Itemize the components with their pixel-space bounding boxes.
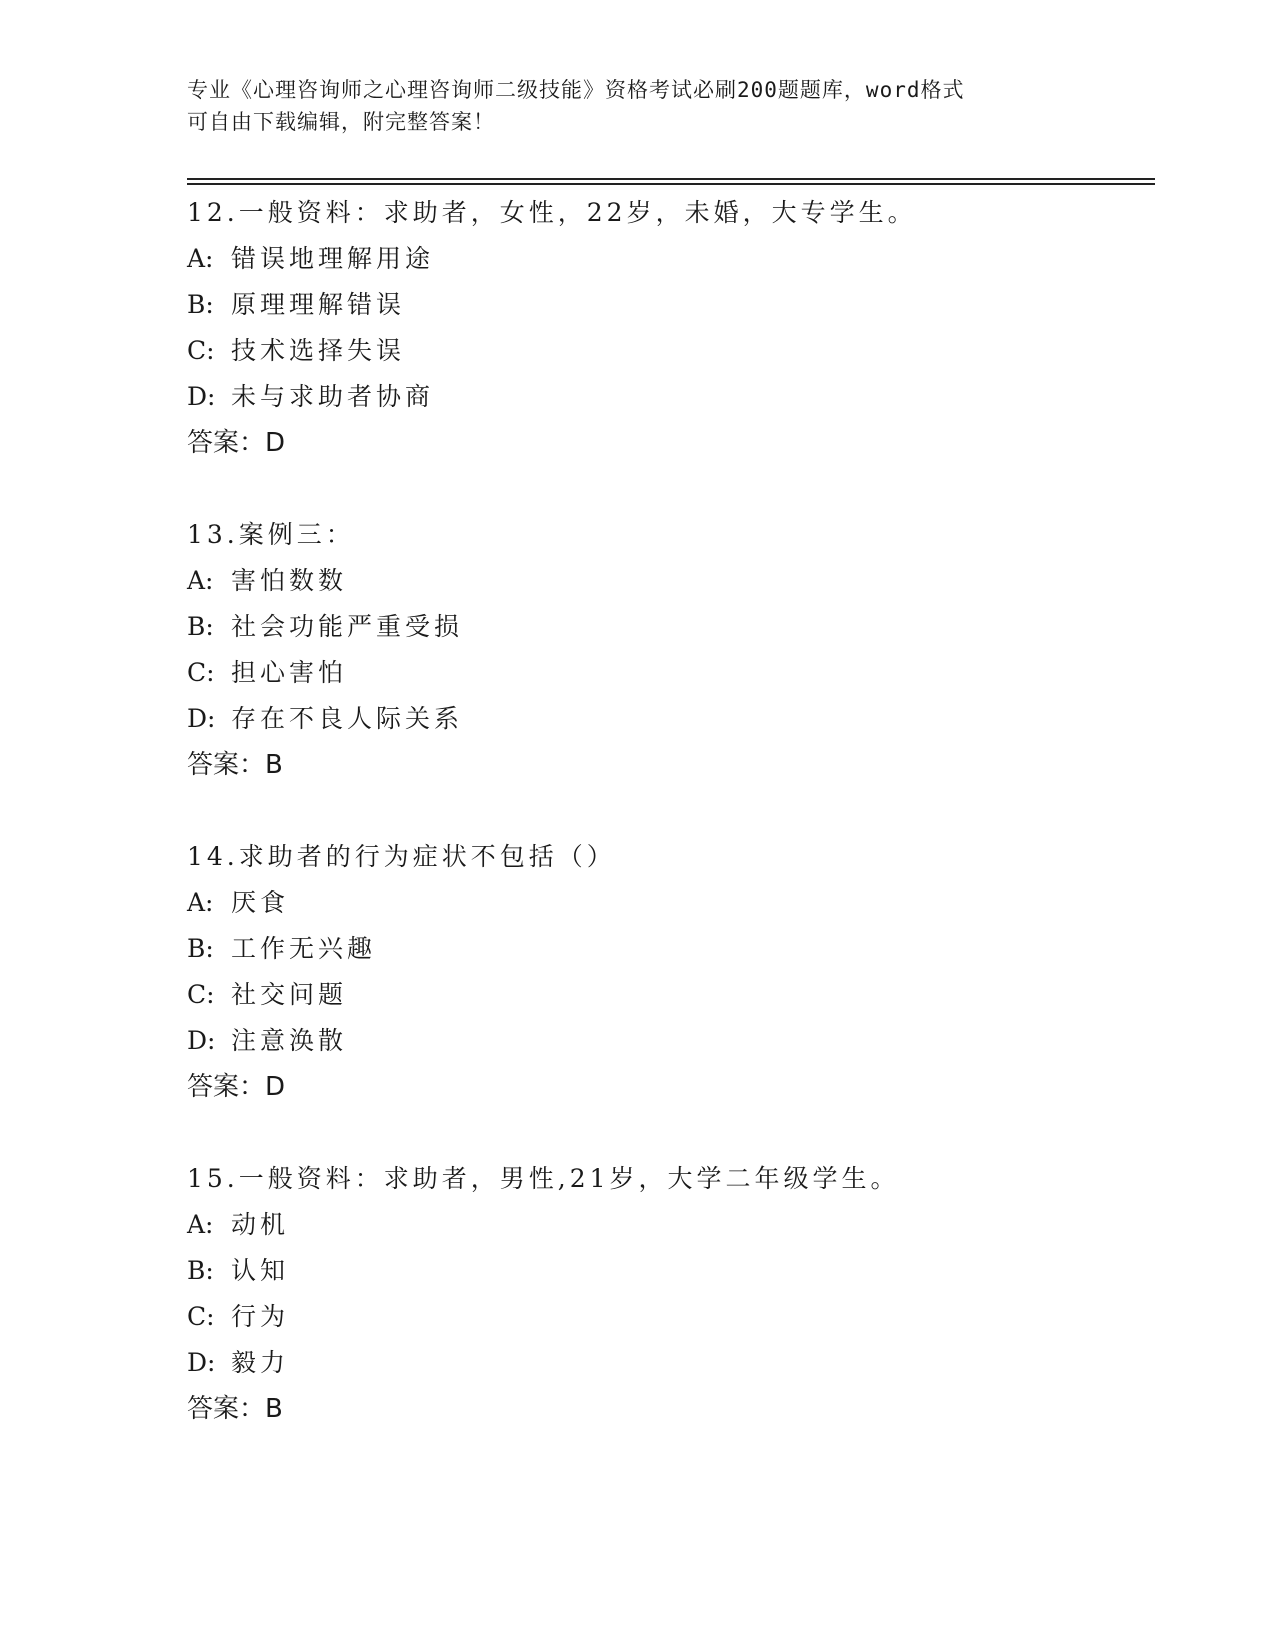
option-letter: C:	[187, 658, 215, 687]
option-letter: B:	[187, 290, 214, 319]
answer-line: 答案：B	[187, 1394, 283, 1424]
question-title: 12.一般资料：求助者，女性，22岁，未婚，大专学生。	[187, 198, 917, 227]
option-d	[187, 374, 1155, 420]
option-text: 工作无兴趣	[231, 934, 377, 963]
option-b	[187, 282, 1155, 328]
option-c	[187, 1294, 1155, 1340]
option-letter: D:	[187, 382, 216, 411]
option-a	[187, 1202, 1155, 1248]
option-d	[187, 1340, 1155, 1386]
option-text: 担心害怕	[231, 658, 348, 687]
option-letter: C:	[187, 336, 215, 365]
option-a	[187, 558, 1155, 604]
option-text: 毅力	[231, 1348, 290, 1377]
question-13	[187, 512, 1155, 788]
option-text: 原理理解错误	[231, 290, 406, 319]
header-divider-bottom	[187, 183, 1155, 185]
document-header	[187, 74, 1087, 138]
option-d	[187, 696, 1155, 742]
option-letter: A:	[187, 888, 214, 917]
option-c	[187, 650, 1155, 696]
option-c	[187, 328, 1155, 374]
option-text: 动机	[231, 1210, 290, 1239]
option-d	[187, 1018, 1155, 1064]
option-c	[187, 972, 1155, 1018]
option-text: 社会功能严重受损	[231, 612, 464, 641]
header-line-1: 专业《心理咨询师之心理咨询师二级技能》资格考试必刷200题题库，word格式	[187, 78, 965, 102]
option-letter: A:	[187, 244, 214, 273]
option-letter: C:	[187, 980, 215, 1009]
option-letter: D:	[187, 704, 216, 733]
option-letter: D:	[187, 1026, 216, 1055]
question-title: 13.案例三：	[187, 520, 355, 549]
option-text: 厌食	[231, 888, 290, 917]
option-letter: A:	[187, 1210, 214, 1239]
option-b	[187, 604, 1155, 650]
option-letter: B:	[187, 1256, 214, 1285]
option-letter: A:	[187, 566, 214, 595]
option-text: 害怕数数	[231, 566, 348, 595]
question-title: 15.一般资料：求助者，男性,21岁，大学二年级学生。	[187, 1164, 900, 1193]
header-divider-top	[187, 178, 1155, 180]
option-b	[187, 1248, 1155, 1294]
question-title: 14.求助者的行为症状不包括（）	[187, 842, 616, 871]
option-text: 认知	[231, 1256, 290, 1285]
option-letter: B:	[187, 612, 214, 641]
option-text: 社交问题	[231, 980, 348, 1009]
answer-line: 答案：D	[187, 1072, 286, 1102]
option-text: 错误地理解用途	[231, 244, 435, 273]
option-a	[187, 880, 1155, 926]
header-line-2: 可自由下载编辑，附完整答案！	[187, 110, 495, 134]
option-text: 技术选择失误	[231, 336, 406, 365]
option-text: 未与求助者协商	[231, 382, 435, 411]
option-text: 存在不良人际关系	[231, 704, 464, 733]
option-text: 行为	[231, 1302, 290, 1331]
answer-line: 答案：D	[187, 428, 286, 458]
question-list	[187, 190, 1155, 1478]
option-text: 注意涣散	[231, 1026, 348, 1055]
option-letter: C:	[187, 1302, 215, 1331]
option-a	[187, 236, 1155, 282]
question-15	[187, 1156, 1155, 1432]
question-14	[187, 834, 1155, 1110]
option-b	[187, 926, 1155, 972]
option-letter: B:	[187, 934, 214, 963]
answer-line: 答案：B	[187, 750, 283, 780]
question-12	[187, 190, 1155, 466]
option-letter: D:	[187, 1348, 216, 1377]
